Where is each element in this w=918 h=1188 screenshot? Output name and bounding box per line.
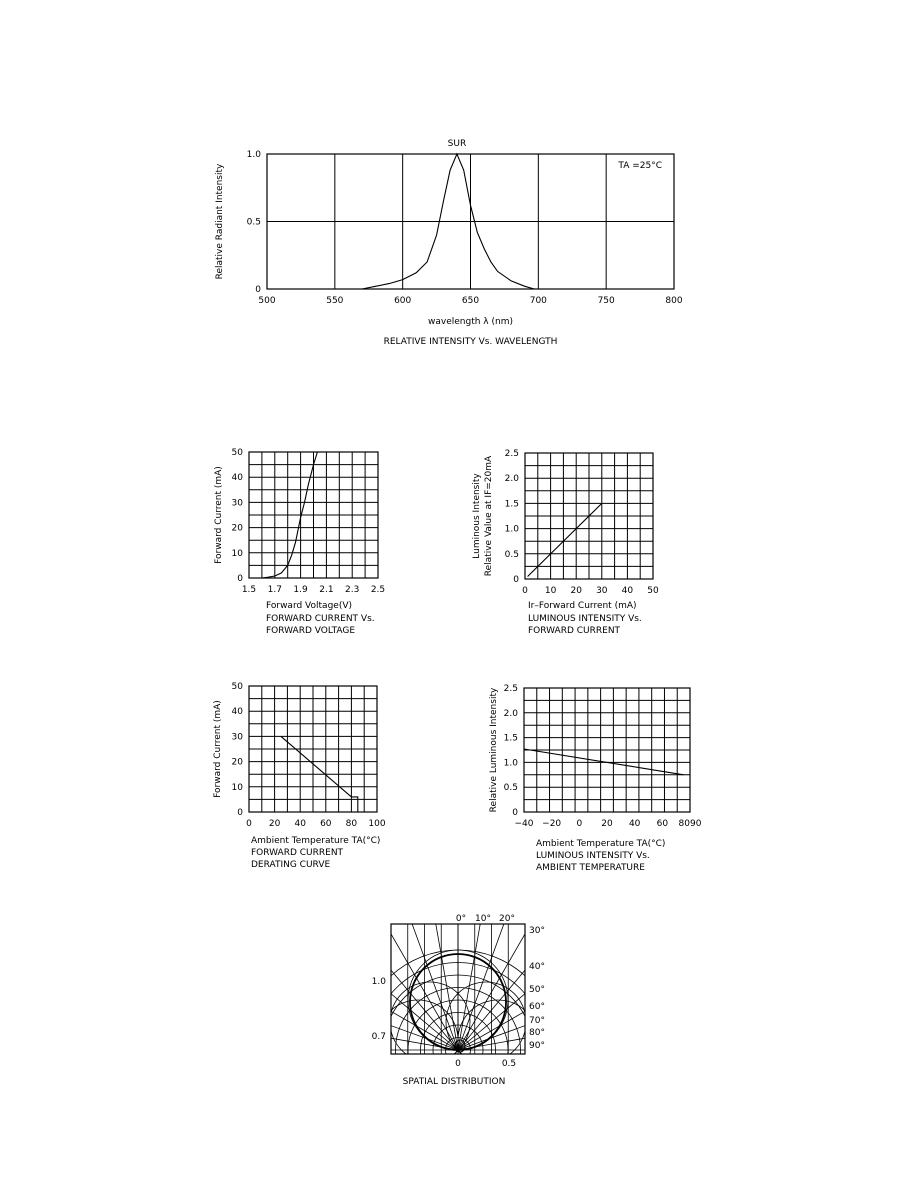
y-tick-label: 30: [231, 498, 243, 509]
angle-label: 0°: [455, 914, 467, 924]
chart-title: LUMINOUS INTENSITY Vs.: [528, 614, 642, 624]
x-tick-label: 20: [268, 819, 281, 829]
polar-spoke: [383, 843, 458, 1050]
grid: [249, 686, 377, 812]
forward-voltage-chart: [214, 448, 385, 636]
y-tick-label: 0: [513, 575, 519, 585]
x-axis-label: Ambient Temperature TA(°C): [251, 836, 381, 846]
intensity-vs-current-chart: [472, 449, 659, 636]
x-tick-label: 50: [647, 586, 659, 596]
chart-title: FORWARD CURRENT: [251, 848, 344, 858]
x-tick-label: −20: [542, 819, 562, 829]
angle-label: 20°: [499, 914, 515, 924]
radial-label: 1.0: [371, 977, 386, 987]
radial-label: 0.7: [371, 1032, 386, 1042]
x-tick-label: 40: [294, 819, 306, 829]
angle-label: 70°: [529, 1016, 545, 1026]
x-tick-label: 1.7: [267, 585, 282, 595]
x-tick-label: 40: [628, 819, 641, 829]
x-tick-label: 500: [258, 296, 276, 306]
y-axis-label: Relative Radiant Intensity: [215, 163, 225, 280]
radial-label: 0.5: [501, 1059, 517, 1069]
chart-title: AMBIENT TEMPERATURE: [536, 863, 645, 873]
angle-label: 60°: [529, 1002, 545, 1012]
x-tick-label: 100: [368, 819, 386, 829]
x-tick-label: 0: [246, 819, 252, 829]
temperature-annotation: TA =25°C: [618, 161, 662, 171]
polar-spoke: [458, 940, 649, 1050]
y-axis-label: Relative Luminous Intensity: [489, 687, 499, 813]
spatial-distribution-chart: [238, 830, 678, 1150]
angle-label: 80°: [529, 1028, 545, 1038]
x-axis-label: wavelength λ (nm): [428, 317, 513, 327]
x-tick-label: 20: [570, 586, 582, 596]
x-tick-label: 750: [597, 296, 615, 306]
angle-label: 50°: [529, 985, 545, 995]
intensity-vs-temperature-chart: [489, 684, 702, 873]
x-tick-label: 2.1: [319, 585, 334, 595]
x-tick-label: 1.9: [293, 585, 308, 595]
derating-curve-chart: [213, 682, 386, 870]
y-tick-label: 50: [231, 448, 243, 458]
chart-title: RELATIVE INTENSITY Vs. WAVELENGTH: [383, 337, 558, 347]
y-tick-label: 40: [231, 473, 243, 484]
x-tick-label: 550: [326, 296, 344, 306]
polar-spoke: [317, 881, 458, 1050]
y-tick-label: 2.0: [504, 474, 519, 485]
polar-spoke: [267, 940, 458, 1050]
x-tick-label: 60: [656, 819, 669, 829]
x-tick-label: 1.5: [241, 585, 257, 595]
y-axis-label: Forward Current (mA): [213, 700, 223, 798]
series-label: SUR: [447, 139, 467, 149]
x-tick-label: 40: [621, 586, 634, 596]
x-tick-label: 8090: [678, 819, 702, 829]
polar-spoke: [455, 843, 533, 1050]
chart-title: FORWARD VOLTAGE: [266, 626, 356, 636]
x-tick-label: 700: [529, 296, 547, 306]
x-axis-label: Forward Voltage(V): [266, 601, 352, 611]
chart-title: SPATIAL DISTRIBUTION: [402, 1077, 506, 1087]
y-tick-label: 0: [237, 808, 243, 818]
y-tick-label: 30: [231, 732, 243, 743]
y-tick-label: 50: [231, 682, 243, 692]
y-tick-label: 1.5: [504, 499, 519, 510]
y-tick-label: 0: [237, 574, 243, 584]
x-tick-label: 600: [394, 296, 412, 306]
y-axis-label: Luminous Intensity: [472, 473, 482, 559]
grid: [249, 452, 378, 578]
angle-label: 90°: [529, 1041, 545, 1051]
grid: [267, 154, 674, 289]
x-tick-label: 0: [576, 819, 583, 829]
x-tick-label: 10: [544, 586, 557, 596]
x-tick-label: 80: [345, 819, 358, 829]
angle-label: 10°: [475, 914, 491, 924]
y-tick-label: 10: [231, 782, 243, 793]
y-tick-label: 0.5: [246, 217, 261, 228]
y-tick-label: 1.0: [504, 524, 519, 535]
x-tick-label: 650: [461, 296, 480, 306]
y-tick-label: 1.5: [503, 733, 518, 744]
chart-title: FORWARD CURRENT Vs.: [266, 614, 375, 624]
y-tick-label: 10: [231, 548, 243, 559]
y-tick-label: 0: [255, 285, 261, 295]
x-tick-label: 20: [601, 819, 613, 829]
spectrum-chart: [215, 139, 683, 347]
x-axis-label: Ir–Forward Current (mA): [528, 601, 637, 611]
chart-title: LUMINOUS INTENSITY Vs.: [536, 851, 650, 861]
x-tick-label: −40: [514, 819, 534, 829]
grid: [524, 688, 690, 812]
y-tick-label: 1.0: [503, 758, 518, 769]
y-axis-label: Forward Current (mA): [214, 466, 224, 564]
y-tick-label: 0.5: [503, 783, 518, 794]
angle-label: 40°: [529, 962, 545, 972]
x-tick-label: 800: [665, 296, 683, 306]
x-tick-label: 2.5: [370, 585, 386, 595]
y-tick-label: 2.5: [504, 449, 519, 459]
chart-title: DERATING CURVE: [251, 860, 331, 870]
polar-grid: [238, 830, 678, 1150]
x-tick-label: 30: [596, 586, 608, 596]
y-axis-label: Relative Value at IF=20mA: [484, 455, 494, 577]
y-tick-label: 2.5: [503, 684, 518, 694]
series-line: [528, 503, 602, 576]
x-axis-label: Ambient Temperature TA(°C): [536, 839, 666, 849]
x-tick-label: 2.3: [345, 585, 360, 595]
y-tick-label: 2.0: [503, 708, 518, 719]
radial-label: 0: [455, 1059, 461, 1069]
y-tick-label: 0: [512, 808, 518, 818]
y-tick-label: 1.0: [246, 150, 261, 160]
x-tick-label: 60: [320, 819, 332, 829]
angle-label: 30°: [529, 926, 545, 936]
y-tick-label: 0.5: [504, 549, 519, 560]
x-tick-label: 0: [522, 586, 528, 596]
y-tick-label: 20: [231, 757, 243, 768]
chart-title: FORWARD CURRENT: [528, 626, 621, 636]
y-tick-label: 40: [231, 707, 243, 718]
y-tick-label: 20: [231, 523, 243, 534]
